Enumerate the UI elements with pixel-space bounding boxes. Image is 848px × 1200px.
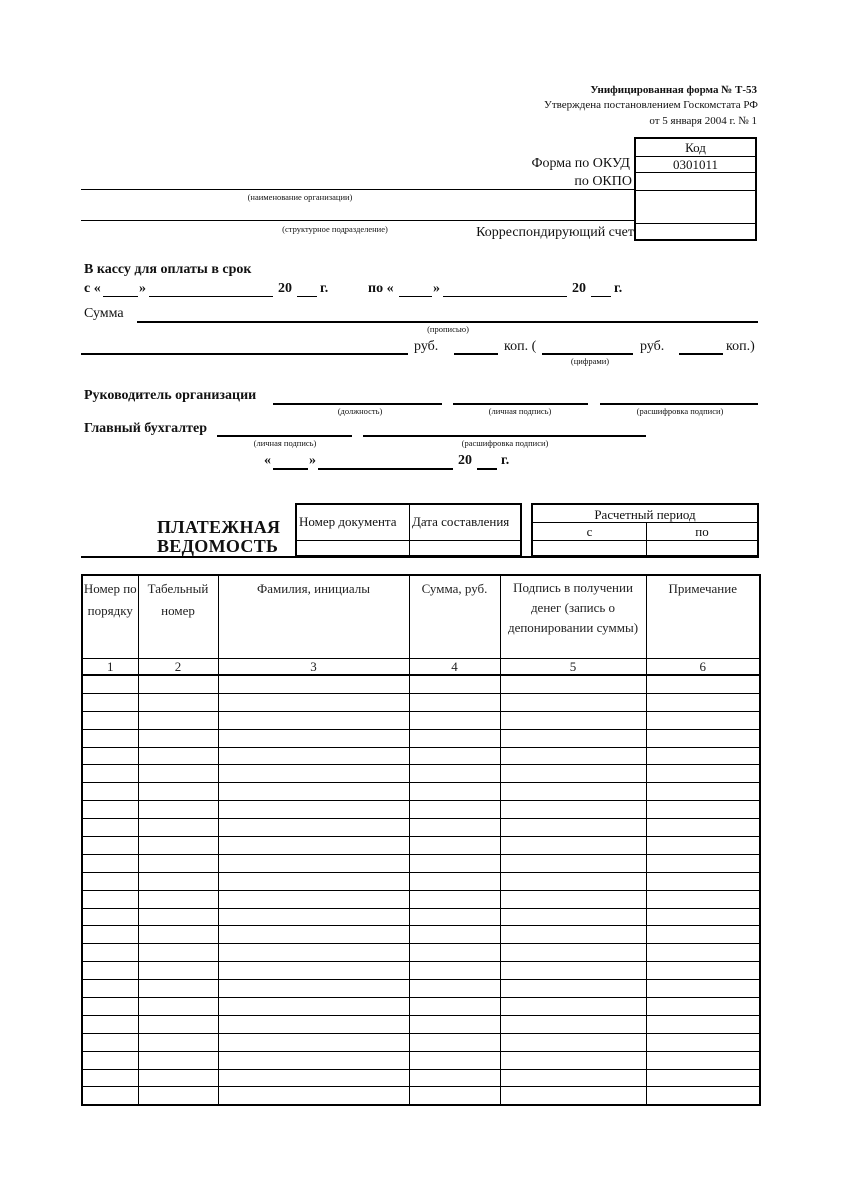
table-cell[interactable] <box>218 854 409 872</box>
table-row <box>82 1015 760 1033</box>
accountant-label: Главный бухгалтер <box>84 421 207 436</box>
table-row <box>82 944 760 962</box>
col-num-3: 3 <box>218 659 409 676</box>
table-cell[interactable] <box>500 675 646 693</box>
form-name: Унифицированная форма № Т-53 <box>590 84 757 96</box>
col-header-number: Номер по порядку <box>82 575 138 659</box>
date-year-prefix: 20 <box>458 453 472 468</box>
table-cell[interactable] <box>409 1087 500 1105</box>
col-num-6: 6 <box>646 659 760 676</box>
table-cell[interactable] <box>82 747 138 765</box>
table-cell[interactable] <box>82 926 138 944</box>
table-cell[interactable] <box>409 962 500 980</box>
col-header-signature: Подпись в получении денег (запись о депонировании суммы) <box>500 575 646 659</box>
table-cell[interactable] <box>500 819 646 837</box>
corr-account-label: Корреспондирующий счет <box>476 225 634 240</box>
table-cell[interactable] <box>409 783 500 801</box>
okud-label: Форма по ОКУД <box>531 156 630 171</box>
acc-decoding-hint: (расшифровка подписи) <box>461 438 549 448</box>
table-cell[interactable] <box>218 747 409 765</box>
table-cell[interactable] <box>500 1087 646 1105</box>
table-cell[interactable] <box>138 926 218 944</box>
table-row <box>82 693 760 711</box>
col-header-note: Примечание <box>646 575 760 659</box>
table-row <box>82 729 760 747</box>
table-cell[interactable] <box>500 908 646 926</box>
table-row <box>82 908 760 926</box>
statement-title-2: ВЕДОМОСТЬ <box>157 536 279 556</box>
table-cell[interactable] <box>218 872 409 890</box>
table-row <box>82 998 760 1016</box>
division-line[interactable] <box>81 220 634 221</box>
table-cell[interactable] <box>218 1087 409 1105</box>
doc-info-box <box>295 503 522 557</box>
table-row <box>82 819 760 837</box>
table-row <box>82 783 760 801</box>
sum-words-line[interactable] <box>137 321 758 323</box>
table-cell[interactable] <box>500 980 646 998</box>
division-hint: (структурное подразделение) <box>282 224 388 234</box>
table-cell[interactable] <box>646 801 760 819</box>
table-cell[interactable] <box>646 1087 760 1105</box>
table-cell[interactable] <box>500 926 646 944</box>
org-name-line[interactable] <box>81 189 634 190</box>
table-cell[interactable] <box>409 1051 500 1069</box>
table-row <box>82 1033 760 1051</box>
table-cell[interactable] <box>409 854 500 872</box>
table-cell[interactable] <box>409 801 500 819</box>
table-cell[interactable] <box>218 962 409 980</box>
table-cell[interactable] <box>500 801 646 819</box>
rub-label-2: руб. <box>640 339 665 354</box>
table-cell[interactable] <box>500 837 646 855</box>
table-cell[interactable] <box>646 765 760 783</box>
doc-number-field[interactable] <box>297 541 409 557</box>
to-label: по « <box>368 281 394 296</box>
col-num-5: 5 <box>500 659 646 676</box>
cash-title: В кассу для оплаты в срок <box>84 262 252 277</box>
table-cell[interactable] <box>218 675 409 693</box>
table-cell[interactable] <box>500 711 646 729</box>
table-cell[interactable] <box>646 962 760 980</box>
payment-register-table <box>81 574 761 1106</box>
table-cell[interactable] <box>218 765 409 783</box>
okud-value[interactable]: 0301011 <box>672 157 719 172</box>
table-cell[interactable] <box>138 693 218 711</box>
table-cell[interactable] <box>218 1069 409 1087</box>
table-cell[interactable] <box>646 1015 760 1033</box>
table-cell[interactable] <box>409 729 500 747</box>
col-num-2: 2 <box>138 659 218 676</box>
table-cell[interactable] <box>138 1033 218 1051</box>
kop-label-2: коп.) <box>726 339 755 354</box>
col-num-4: 4 <box>409 659 500 676</box>
col-num-1: 1 <box>82 659 138 676</box>
table-cell[interactable] <box>500 1051 646 1069</box>
kop-digits-line[interactable] <box>679 353 723 355</box>
table-cell[interactable] <box>409 1015 500 1033</box>
table-cell[interactable] <box>646 908 760 926</box>
table-cell[interactable] <box>138 801 218 819</box>
table-row <box>82 1051 760 1069</box>
table-row <box>82 980 760 998</box>
table-cell[interactable] <box>218 926 409 944</box>
table-cell[interactable] <box>82 962 138 980</box>
table-cell[interactable] <box>646 837 760 855</box>
table-cell[interactable] <box>646 747 760 765</box>
table-cell[interactable] <box>646 890 760 908</box>
table-cell[interactable] <box>82 837 138 855</box>
table-cell[interactable] <box>409 1033 500 1051</box>
table-cell[interactable] <box>82 1051 138 1069</box>
table-cell[interactable] <box>218 998 409 1016</box>
table-cell[interactable] <box>646 872 760 890</box>
table-cell[interactable] <box>409 765 500 783</box>
table-cell[interactable] <box>138 890 218 908</box>
date-close: » <box>309 453 316 468</box>
col-header-name: Фамилия, инициалы <box>218 575 409 659</box>
head-position-line[interactable] <box>273 403 442 405</box>
table-cell[interactable] <box>82 765 138 783</box>
table-cell[interactable] <box>218 908 409 926</box>
table-cell[interactable] <box>218 1033 409 1051</box>
table-cell[interactable] <box>218 693 409 711</box>
table-cell[interactable] <box>500 890 646 908</box>
from-year-line[interactable] <box>297 296 317 297</box>
table-cell[interactable] <box>218 944 409 962</box>
date-day-line[interactable] <box>273 468 308 470</box>
table-cell[interactable] <box>409 980 500 998</box>
statement-title-1: ПЛАТЕЖНАЯ <box>157 517 281 537</box>
table-cell[interactable] <box>82 801 138 819</box>
doc-number-label: Номер документа <box>299 514 397 529</box>
table-cell[interactable] <box>409 908 500 926</box>
table-cell[interactable] <box>646 711 760 729</box>
table-cell[interactable] <box>409 747 500 765</box>
table-row <box>82 765 760 783</box>
from-label: с « <box>84 281 101 296</box>
date-year-line[interactable] <box>477 468 497 470</box>
code-label: Код <box>685 140 706 155</box>
table-row <box>82 1069 760 1087</box>
table-cell[interactable] <box>500 944 646 962</box>
table-cell[interactable] <box>500 854 646 872</box>
table-cell[interactable] <box>500 1033 646 1051</box>
to-month-line[interactable] <box>443 296 567 297</box>
table-cell[interactable] <box>409 1069 500 1087</box>
head-decoding-line[interactable] <box>600 403 758 405</box>
table-cell[interactable] <box>82 1069 138 1087</box>
table-cell[interactable] <box>82 908 138 926</box>
from-day-line[interactable] <box>103 296 138 297</box>
table-cell[interactable] <box>138 1069 218 1087</box>
table-cell[interactable] <box>218 980 409 998</box>
table-cell[interactable] <box>218 1051 409 1069</box>
from-year-suffix: г. <box>320 281 329 296</box>
to-year-line[interactable] <box>591 296 611 297</box>
table-cell[interactable] <box>82 783 138 801</box>
decoding-hint: (расшифровка подписи) <box>636 406 724 416</box>
table-cell[interactable] <box>500 1069 646 1087</box>
table-cell[interactable] <box>500 693 646 711</box>
table-cell[interactable] <box>138 837 218 855</box>
table-cell[interactable] <box>409 693 500 711</box>
table-cell[interactable] <box>82 854 138 872</box>
table-cell[interactable] <box>82 1015 138 1033</box>
period-from-label: с <box>586 524 593 539</box>
acc-signature-line[interactable] <box>217 435 352 437</box>
table-cell[interactable] <box>218 783 409 801</box>
table-cell[interactable] <box>138 872 218 890</box>
table-cell[interactable] <box>138 998 218 1016</box>
from-quote-close: » <box>139 281 146 296</box>
table-row <box>82 872 760 890</box>
table-cell[interactable] <box>138 747 218 765</box>
table-cell[interactable] <box>138 711 218 729</box>
rub-label: руб. <box>414 339 439 354</box>
table-cell[interactable] <box>218 729 409 747</box>
table-row <box>82 926 760 944</box>
table-cell[interactable] <box>82 872 138 890</box>
head-label: Руководитель организации <box>84 388 257 403</box>
table-cell[interactable] <box>500 783 646 801</box>
table-cell[interactable] <box>409 872 500 890</box>
table-cell[interactable] <box>409 711 500 729</box>
table-cell[interactable] <box>82 1087 138 1105</box>
table-cell[interactable] <box>646 1033 760 1051</box>
table-cell[interactable] <box>500 998 646 1016</box>
table-cell[interactable] <box>409 944 500 962</box>
table-cell[interactable] <box>138 783 218 801</box>
to-year-suffix: г. <box>614 281 623 296</box>
table-cell[interactable] <box>409 819 500 837</box>
kop-line[interactable] <box>454 353 498 355</box>
doc-date-field[interactable] <box>410 541 520 557</box>
table-cell[interactable] <box>409 675 500 693</box>
table-cell[interactable] <box>409 837 500 855</box>
table-cell[interactable] <box>82 819 138 837</box>
table-cell[interactable] <box>138 1051 218 1069</box>
table-row <box>82 801 760 819</box>
code-box <box>634 137 757 241</box>
table-row <box>82 747 760 765</box>
table-cell[interactable] <box>500 872 646 890</box>
to-day-line[interactable] <box>399 296 432 297</box>
from-year-prefix: 20 <box>278 281 292 296</box>
table-cell[interactable] <box>138 729 218 747</box>
table-cell[interactable] <box>646 926 760 944</box>
table-cell[interactable] <box>646 998 760 1016</box>
kop-label: коп. ( <box>504 339 537 354</box>
table-cell[interactable] <box>82 944 138 962</box>
acc-decoding-line[interactable] <box>363 435 646 437</box>
table-cell[interactable] <box>138 675 218 693</box>
table-cell[interactable] <box>500 747 646 765</box>
table-cell[interactable] <box>409 890 500 908</box>
sum-words-line-2[interactable] <box>81 353 408 355</box>
table-cell[interactable] <box>82 675 138 693</box>
table-cell[interactable] <box>409 998 500 1016</box>
table-cell[interactable] <box>646 729 760 747</box>
table-cell[interactable] <box>138 944 218 962</box>
table-cell[interactable] <box>646 1051 760 1069</box>
table-top-rule <box>81 556 759 558</box>
col-header-sum: Сумма, руб. <box>409 575 500 659</box>
period-to-label: по <box>695 524 709 539</box>
table-cell[interactable] <box>138 1087 218 1105</box>
table-cell[interactable] <box>218 1015 409 1033</box>
approved-text: Утверждена постановлением Госкомстата РФ <box>544 99 758 111</box>
from-month-line[interactable] <box>149 296 273 297</box>
sum-label: Сумма <box>84 306 124 321</box>
table-cell[interactable] <box>138 819 218 837</box>
table-cell[interactable] <box>138 765 218 783</box>
okpo-label: по ОКПО <box>574 174 632 189</box>
table-row <box>82 675 760 693</box>
table-cell[interactable] <box>500 962 646 980</box>
table-row <box>82 1087 760 1105</box>
table-cell[interactable] <box>500 729 646 747</box>
table-row <box>82 962 760 980</box>
table-cell[interactable] <box>82 890 138 908</box>
table-cell[interactable] <box>138 980 218 998</box>
table-cell[interactable] <box>500 765 646 783</box>
table-row <box>82 837 760 855</box>
signature-hint: (личная подпись) <box>488 406 552 416</box>
table-cell[interactable] <box>82 998 138 1016</box>
table-cell[interactable] <box>646 783 760 801</box>
period-label: Расчетный период <box>594 507 696 522</box>
org-name-hint: (наименование организации) <box>247 192 353 202</box>
to-year-prefix: 20 <box>572 281 586 296</box>
table-cell[interactable] <box>646 854 760 872</box>
in-digits-hint: (цифрами) <box>570 356 610 366</box>
table-cell[interactable] <box>218 837 409 855</box>
table-row <box>82 854 760 872</box>
table-cell[interactable] <box>646 980 760 998</box>
table-cell[interactable] <box>138 854 218 872</box>
table-cell[interactable] <box>138 1015 218 1033</box>
in-words-hint: (прописью) <box>427 324 469 334</box>
table-cell[interactable] <box>218 801 409 819</box>
table-cell[interactable] <box>218 890 409 908</box>
table-cell[interactable] <box>82 980 138 998</box>
date-year-suffix: г. <box>501 453 510 468</box>
to-quote-close: » <box>433 281 440 296</box>
table-cell[interactable] <box>646 944 760 962</box>
table-cell[interactable] <box>82 693 138 711</box>
table-row <box>82 890 760 908</box>
approved-date: от 5 января 2004 г. № 1 <box>649 115 757 127</box>
table-cell[interactable] <box>82 1033 138 1051</box>
table-cell[interactable] <box>500 1015 646 1033</box>
table-row <box>82 711 760 729</box>
table-cell[interactable] <box>409 926 500 944</box>
table-cell[interactable] <box>82 729 138 747</box>
head-signature-line[interactable] <box>453 403 588 405</box>
position-hint: (должность) <box>337 406 383 416</box>
period-to-field[interactable] <box>647 541 757 557</box>
table-cell[interactable] <box>646 819 760 837</box>
table-cell[interactable] <box>646 675 760 693</box>
table-cell[interactable] <box>138 962 218 980</box>
sum-digits-line[interactable] <box>542 353 633 355</box>
date-month-line[interactable] <box>318 468 453 470</box>
date-open: « <box>264 453 271 468</box>
acc-signature-hint: (личная подпись) <box>253 438 317 448</box>
doc-date-label: Дата составления <box>412 514 510 529</box>
period-box <box>531 503 759 557</box>
table-cell[interactable] <box>138 908 218 926</box>
table-cell[interactable] <box>646 1069 760 1087</box>
table-cell[interactable] <box>218 711 409 729</box>
table-cell[interactable] <box>218 819 409 837</box>
col-header-tab-number: Табельный номер <box>138 575 218 659</box>
table-cell[interactable] <box>646 693 760 711</box>
period-from-field[interactable] <box>533 541 646 557</box>
table-cell[interactable] <box>82 711 138 729</box>
